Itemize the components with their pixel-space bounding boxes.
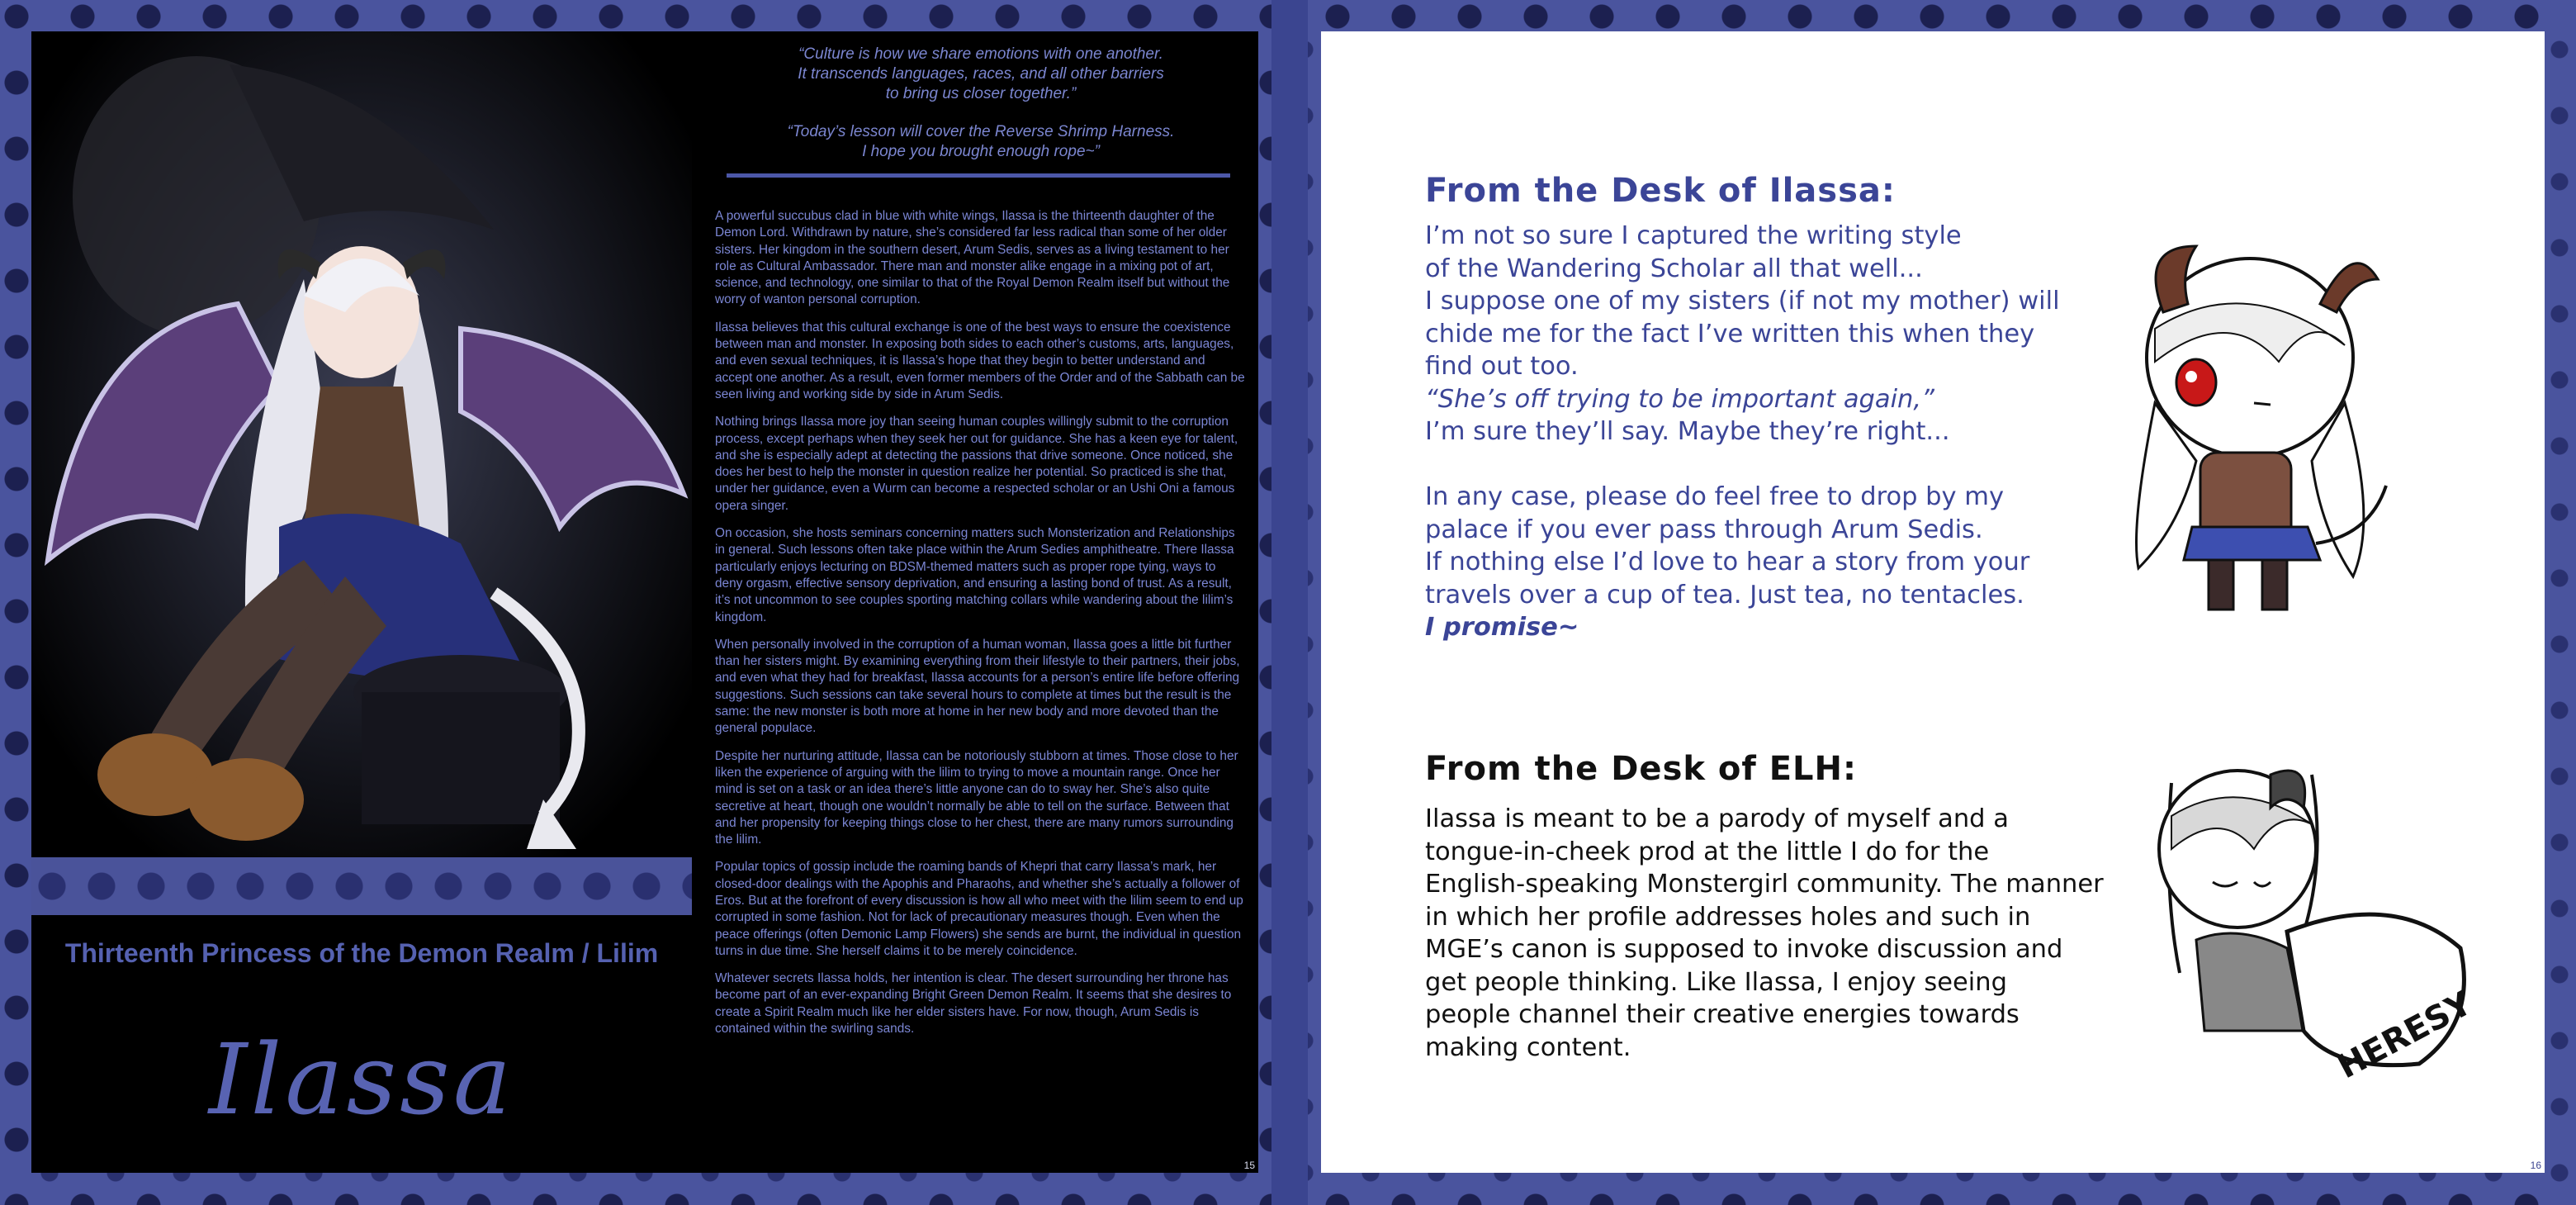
ilassa-illustration bbox=[31, 31, 692, 890]
character-description bbox=[715, 208, 1245, 1048]
note-line-signoff: I promise~ bbox=[1425, 613, 1579, 642]
quote: “Culture is how we share emotions with one another. It transcends languages, races, and all other barriers to bring us closer together.” bbox=[798, 45, 1164, 102]
note-line: I suppose one of my sisters (if not my mother) will bbox=[1425, 287, 2060, 315]
note-spacer bbox=[1425, 448, 2119, 482]
page-number: 15 bbox=[1243, 1160, 1255, 1171]
quote-divider bbox=[727, 173, 1230, 178]
note-line: in which her profile addresses holes and such in bbox=[1425, 902, 2031, 932]
description-paragraph: Nothing brings Ilassa more joy than seeing human couples willingly submit to the corruption process, except perhaps when they seek her out for guidance. She has a keen eye for talent, and she is especially adept at detecting the passions that drive someone. Once noticed, she does her best to help the monster in question realize her potential. So practiced is she that, under her guidance, even a Wurm can become a respected scholar or an Ushi Oni a famous opera singer. bbox=[715, 415, 1238, 513]
note-line: of the Wandering Scholar all that well... bbox=[1425, 254, 1923, 283]
quote: “Today’s lesson will cover the Reverse Shrimp Harness. I hope you brought enough rope~” bbox=[787, 123, 1175, 160]
quote-block bbox=[725, 45, 1237, 180]
description-paragraph: On occasion, she hosts seminars concerning matters such Monsterization and Relationships in general. Such lessons often take place within the Arum Sedies amphitheatre. There Ilassa particularly enjoys lecturing on BDSM-themed matters such as proper rope tying, ways to deny orgasm, effective sensory deprivation, and ensuring a lasting bond of trust. As a result, it’s not uncommon to see couples sporting matching collars while wandering about the lilim’s kingdom. bbox=[715, 526, 1235, 624]
description-paragraph: A powerful succubus clad in blue with white wings, Ilassa is the thirteenth daughter of the Demon Lord. Withdrawn by nature, she’s considered far less radical than some of her older sisters. Her kingdom in the southern desert, Arum Sedis, serves as a living testament to her role as Cultural Ambassador. There man and monster alike engage in a mixing pot of art, science, and technology, one similar to that of the Royal Demon Realm itself but without the worry of wanton personal corruption. bbox=[715, 209, 1230, 307]
elh-note bbox=[1425, 750, 2119, 1064]
note-line: tongue-in-cheek prod at the little I do for the bbox=[1425, 837, 1990, 866]
ilassa-note-title: From the Desk of Ilassa: bbox=[1425, 172, 1896, 210]
character-subtitle: Thirteenth Princess of the Demon Realm / Lilim bbox=[64, 938, 659, 968]
decorative-band bbox=[31, 857, 692, 915]
description-paragraph: Whatever secrets Ilassa holds, her intention is clear. The desert surrounding her throne has become part of an ever-expanding Bright Green Demon Realm. It seems that she desires to create a Spirit Realm much like her elder sisters have. For now, though, Arum Sedis is contained within the swirling sands. bbox=[715, 971, 1232, 1037]
description-paragraph: Ilassa believes that this cultural exchange is one of the best ways to ensure the coexistence between man and monster. In exposing both sides to each other’s customs, arts, languages, and even sexual techniques, it is Ilassa’s hope that they begin to better understand and accept one another. As a result, even former members of the Order and of the Sabbath can be seen living and working side by side in Arum Sedis. bbox=[715, 320, 1245, 401]
note-line: If nothing else I’d love to hear a story from your bbox=[1425, 548, 2030, 576]
elh-note-title: From the Desk of ELH: bbox=[1425, 750, 1857, 788]
note-line: travels over a cup of tea. Just tea, no tentacles. bbox=[1425, 580, 2024, 610]
description-paragraph: Despite her nurturing attitude, Ilassa can be notoriously stubborn at times. Those close to her liken the experience of arguing with the lilim to trying to move a mountain range. Once her mind is set on a task or an idea there’s little anyone can do to sway her. She’s also quite secretive at heart, though one wouldn’t normally be able to tell on the surface. Between that and her propensity for keeping things close to her chest, there are many rumors surrounding the lilim. bbox=[715, 748, 1238, 847]
elh-note-body bbox=[1425, 803, 2119, 1064]
note-line: English-speaking Monstergirl community. The manner bbox=[1425, 870, 2104, 899]
ilassa-note bbox=[1425, 172, 2119, 644]
note-line: get people thinking. Like Ilassa, I enjoy seeing bbox=[1425, 967, 2007, 997]
note-line: palace if you ever pass through Arum Sedis. bbox=[1425, 515, 1983, 544]
note-line: MGE’s canon is supposed to invoke discussion and bbox=[1425, 935, 2063, 964]
note-line: chide me for the fact I’ve written this when they bbox=[1425, 319, 2035, 349]
left-page bbox=[31, 31, 1258, 1173]
character-name: Ilassa bbox=[208, 1022, 515, 1136]
note-line: find out too. bbox=[1425, 352, 1579, 381]
elh-chibi-drawing bbox=[2147, 758, 2493, 1089]
note-line: I’m sure they’ll say. Maybe they’re right... bbox=[1425, 417, 1950, 446]
spread-gutter bbox=[1271, 0, 1308, 1205]
note-line: In any case, please do feel free to drop by my bbox=[1425, 482, 2005, 511]
page-number: 16 bbox=[2530, 1160, 2541, 1171]
description-paragraph: When personally involved in the corruption of a human woman, Ilassa goes a little bit further than her sisters might. By examining everything from their lifestyle to their partners, their jobs, and even what they had for breakfast, Ilassa accounts for a person’s entire life before offering suggestions. Such sessions can take several hours to complete at times but the result is the same: the new monster is both more at home in her new body and more devoted than the general populace. bbox=[715, 637, 1240, 736]
note-line-quote: “She’s off trying to be important again,” bbox=[1425, 384, 1934, 414]
description-paragraph: Popular topics of gossip include the roaming bands of Khepri that carry Ilassa’s mark, her closed-door dealings with the Apophis and Pharaohs, and whether she’s actually a follower of Eros. But at the forefront of every discussion is how all who meet with the lilim seem to end up corrupted in some fashion. Not for lack of precautionary measures though. Even when the peace offerings (often Demonic Lamp Flowers) she sends are burnt, the individual in question turns in due time. She herself claims it to be merely coincidence. bbox=[715, 860, 1243, 958]
note-line: Ilassa is meant to be a parody of myself and a bbox=[1425, 804, 2009, 833]
note-line: I’m not so sure I captured the writing style bbox=[1425, 221, 1962, 250]
note-line: making content. bbox=[1425, 1032, 1631, 1062]
heresy-sign-text: HERESY bbox=[2331, 984, 2479, 1087]
note-line: people channel their creative energies towards bbox=[1425, 1000, 2020, 1029]
character-illustration bbox=[31, 31, 692, 1173]
ilassa-note-body bbox=[1425, 220, 2119, 644]
ilassa-chibi-drawing bbox=[2105, 213, 2403, 626]
right-page bbox=[1321, 31, 2545, 1173]
